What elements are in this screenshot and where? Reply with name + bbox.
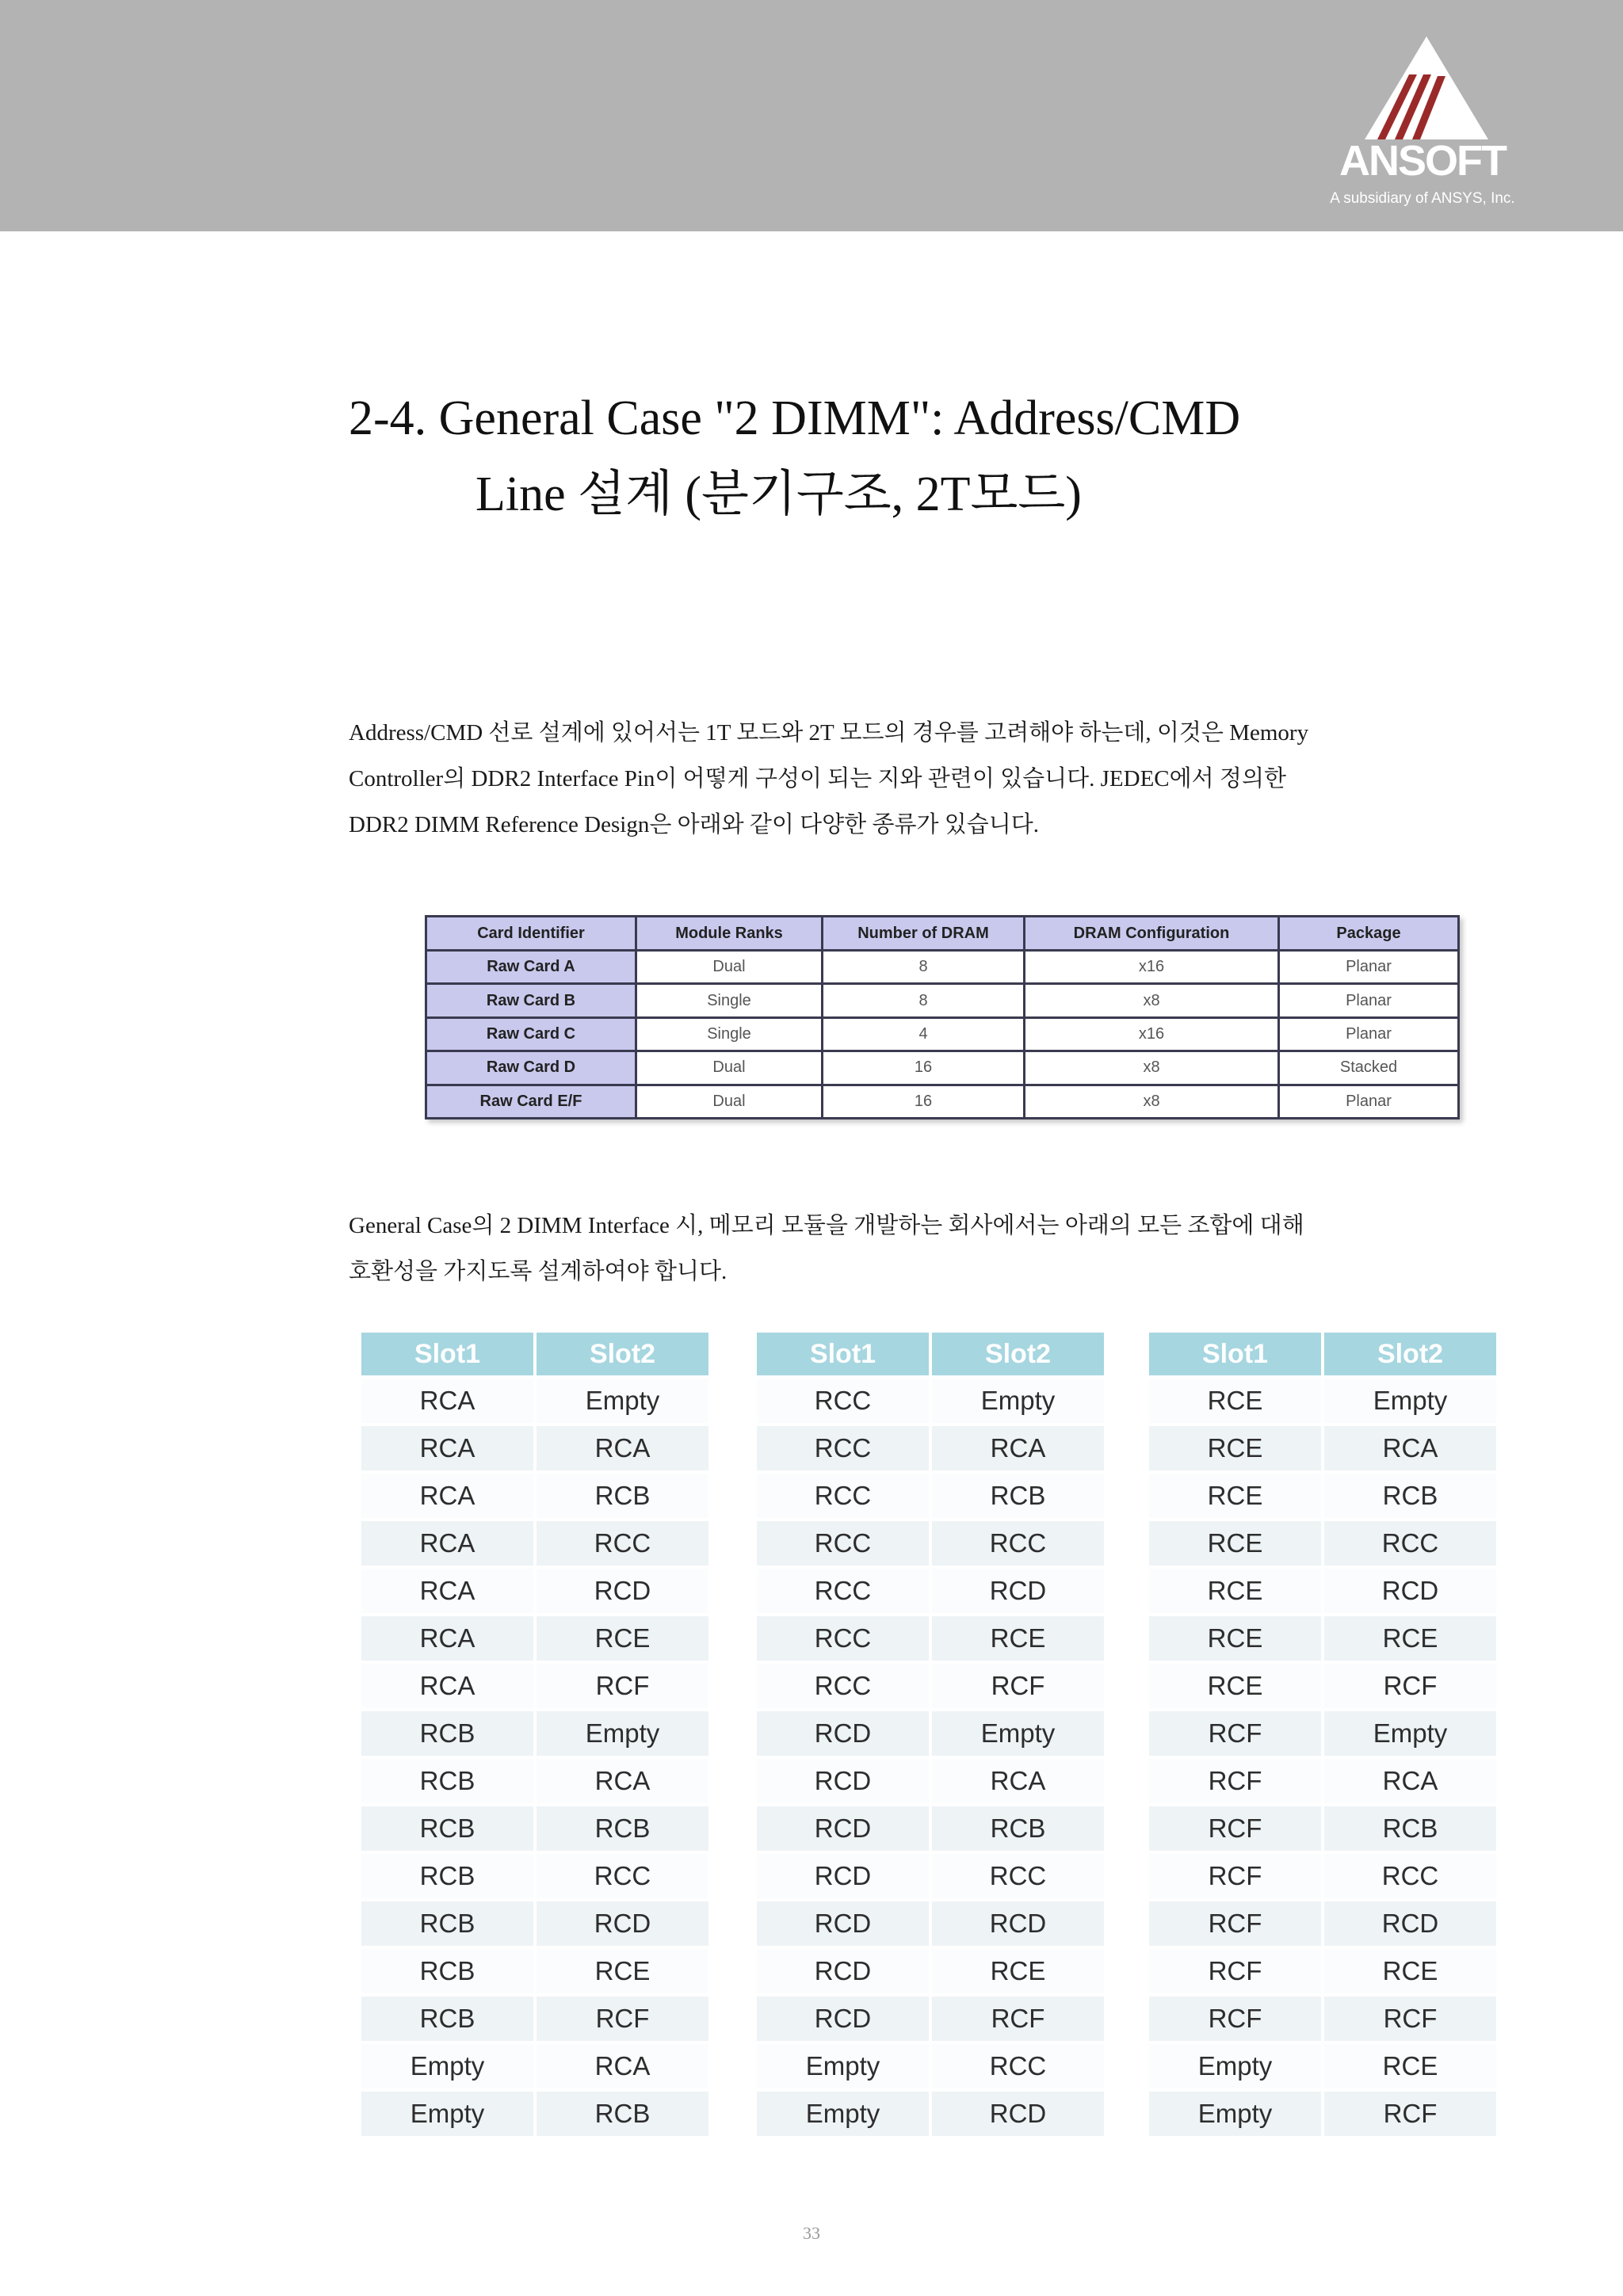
package: Planar <box>1279 1017 1459 1051</box>
slot-combination-table-2 <box>754 1329 1107 2139</box>
slot1-value: RCE <box>1149 1569 1321 1613</box>
slot1-value: RCD <box>757 1854 929 1898</box>
slot2-value: RCA <box>537 2044 708 2088</box>
table-row <box>757 1997 1104 2041</box>
slot2-value: RCF <box>537 1664 708 1708</box>
slot2-value: Empty <box>932 1711 1104 1756</box>
table-row <box>1149 2044 1496 2088</box>
header-slot1: Slot1 <box>757 1333 929 1375</box>
module-ranks: Dual <box>636 951 823 984</box>
table-row <box>1149 1711 1496 1756</box>
table-row <box>1149 1949 1496 1993</box>
table-row <box>757 1521 1104 1566</box>
table-row <box>361 2092 708 2136</box>
slot1-value: RCA <box>361 1426 533 1470</box>
slot2-value: RCB <box>932 1474 1104 1518</box>
table-row <box>1149 1759 1496 1803</box>
slot2-value: RCD <box>932 2092 1104 2136</box>
module-ranks: Dual <box>636 1051 823 1085</box>
slot1-value: RCC <box>757 1569 929 1613</box>
slot-combination-table-3 <box>1146 1329 1499 2139</box>
table-row <box>361 1474 708 1518</box>
table-row <box>361 1664 708 1708</box>
slot1-value: RCD <box>757 1949 929 1993</box>
slot2-value: RCC <box>537 1854 708 1898</box>
number-of-dram: 16 <box>823 1085 1025 1118</box>
combination-line-2: 호환성을 가지도록 설계하여야 합니다. <box>349 1259 727 1284</box>
slot2-value: RCC <box>1324 1521 1496 1566</box>
slot2-value: RCE <box>537 1949 708 1993</box>
triangle-logo-icon <box>1316 32 1529 143</box>
slot1-value: RCC <box>757 1379 929 1423</box>
slot2-value: RCF <box>932 1664 1104 1708</box>
slot1-value: RCB <box>361 1759 533 1803</box>
slot1-value: RCE <box>1149 1426 1321 1470</box>
header-card-identifier: Card Identifier <box>426 917 636 951</box>
page-title <box>349 380 1240 532</box>
slot2-value: Empty <box>1324 1379 1496 1423</box>
package: Stacked <box>1279 1051 1459 1085</box>
slot1-value: Empty <box>1149 2092 1321 2136</box>
table-row <box>1149 1997 1496 2041</box>
slot2-value: RCA <box>1324 1426 1496 1470</box>
slot1-value: RCA <box>361 1664 533 1708</box>
combination-line-1: General Case의 2 DIMM Interface 시, 메모리 모듈을 개발하는 회사에서는 아래의 모든 조합에 대해 <box>349 1213 1304 1238</box>
slot1-value: Empty <box>361 2044 533 2088</box>
slot1-value: RCA <box>361 1569 533 1613</box>
table-row <box>757 1949 1104 1993</box>
slot2-value: RCF <box>1324 1664 1496 1708</box>
slot2-value: RCD <box>537 1901 708 1946</box>
table-row <box>361 1997 708 2041</box>
slot1-value: RCA <box>361 1474 533 1518</box>
header-module-ranks: Module Ranks <box>636 917 823 951</box>
slot1-value: RCE <box>1149 1379 1321 1423</box>
slot1-value: RCD <box>757 1901 929 1946</box>
slot2-value: RCA <box>932 1426 1104 1470</box>
logo-subtitle: A subsidiary of ANSYS, Inc. <box>1330 190 1515 207</box>
module-ranks: Dual <box>636 1085 823 1118</box>
slot2-value: RCD <box>1324 1569 1496 1613</box>
slot1-value: RCD <box>757 1711 929 1756</box>
table-row <box>757 1426 1104 1470</box>
slot2-value: RCE <box>1324 1949 1496 1993</box>
package: Planar <box>1279 984 1459 1017</box>
card-identifier: Raw Card B <box>426 984 636 1017</box>
slot2-value: RCB <box>1324 1806 1496 1851</box>
header-dram-configuration: DRAM Configuration <box>1025 917 1279 951</box>
table-row <box>426 984 1459 1017</box>
table-row <box>1149 1426 1496 1470</box>
intro-paragraph <box>349 710 1482 848</box>
slot2-value: RCF <box>1324 2092 1496 2136</box>
package: Planar <box>1279 951 1459 984</box>
slot2-value: RCA <box>932 1759 1104 1803</box>
number-of-dram: 8 <box>823 951 1025 984</box>
dimm-reference-design-table <box>425 915 1460 1119</box>
slot2-value: RCB <box>1324 1474 1496 1518</box>
table-row <box>757 1664 1104 1708</box>
table-row <box>361 1521 708 1566</box>
header-band <box>0 0 1623 231</box>
module-ranks: Single <box>636 1017 823 1051</box>
slot-header-row <box>361 1333 708 1375</box>
slot1-value: RCC <box>757 1474 929 1518</box>
card-identifier: Raw Card C <box>426 1017 636 1051</box>
slot1-value: RCE <box>1149 1474 1321 1518</box>
header-slot2: Slot2 <box>537 1333 708 1375</box>
slot1-value: RCE <box>1149 1664 1321 1708</box>
table-row <box>757 1569 1104 1613</box>
slot2-value: RCB <box>537 1806 708 1851</box>
dram-configuration: x8 <box>1025 1085 1279 1118</box>
slot2-value: RCA <box>537 1426 708 1470</box>
table-row <box>361 1616 708 1661</box>
slot1-value: Empty <box>361 2092 533 2136</box>
intro-line-1: Address/CMD 선로 설계에 있어서는 1T 모드와 2T 모드의 경우를 고려해야 하는데, 이것은 Memory <box>349 720 1309 746</box>
table-row <box>757 1379 1104 1423</box>
table-row <box>361 1379 708 1423</box>
slot1-value: RCB <box>361 1901 533 1946</box>
table-row <box>426 1085 1459 1118</box>
slot-header-row <box>757 1333 1104 1375</box>
module-ranks: Single <box>636 984 823 1017</box>
card-identifier: Raw Card E/F <box>426 1085 636 1118</box>
table-row <box>361 1711 708 1756</box>
slot2-value: RCE <box>1324 2044 1496 2088</box>
table-row <box>426 951 1459 984</box>
slot1-value: RCF <box>1149 1711 1321 1756</box>
page-number: 33 <box>803 2223 820 2243</box>
table-row <box>361 1901 708 1946</box>
slot1-value: RCC <box>757 1426 929 1470</box>
header-slot2: Slot2 <box>1324 1333 1496 1375</box>
table-row <box>361 2044 708 2088</box>
table-row <box>1149 1569 1496 1613</box>
slot1-value: Empty <box>757 2044 929 2088</box>
table-row <box>1149 1806 1496 1851</box>
slot1-value: RCA <box>361 1379 533 1423</box>
table-row <box>426 1051 1459 1085</box>
slot1-value: RCB <box>361 1949 533 1993</box>
slot2-value: RCF <box>932 1997 1104 2041</box>
slot1-value: RCF <box>1149 1901 1321 1946</box>
table-row <box>757 1616 1104 1661</box>
table-row <box>757 2092 1104 2136</box>
slot1-value: RCF <box>1149 1949 1321 1993</box>
table-row <box>1149 2092 1496 2136</box>
slot1-value: RCF <box>1149 1997 1321 2041</box>
dram-configuration: x16 <box>1025 1017 1279 1051</box>
header-slot2: Slot2 <box>932 1333 1104 1375</box>
table-row <box>757 2044 1104 2088</box>
slot1-value: RCB <box>361 1806 533 1851</box>
table-row <box>361 1569 708 1613</box>
slot1-value: RCC <box>757 1616 929 1661</box>
slot1-value: RCD <box>757 1759 929 1803</box>
table-row <box>361 1806 708 1851</box>
slot2-value: RCD <box>932 1569 1104 1613</box>
intro-line-3: DDR2 DIMM Reference Design은 아래와 같이 다양한 종류가 있습니다. <box>349 812 1040 837</box>
table-row <box>1149 1521 1496 1566</box>
table-row <box>1149 1664 1496 1708</box>
slot1-value: RCC <box>757 1664 929 1708</box>
slot1-value: RCB <box>361 1711 533 1756</box>
table-row <box>757 1711 1104 1756</box>
header-slot1: Slot1 <box>361 1333 533 1375</box>
slot1-value: RCF <box>1149 1759 1321 1803</box>
number-of-dram: 16 <box>823 1051 1025 1085</box>
table-row <box>361 1759 708 1803</box>
slot1-value: RCD <box>757 1997 929 2041</box>
slot2-value: Empty <box>932 1379 1104 1423</box>
slot2-value: Empty <box>1324 1711 1496 1756</box>
table-row <box>361 1426 708 1470</box>
table-row <box>757 1474 1104 1518</box>
slot-combination-table-1 <box>358 1329 712 2139</box>
header-slot1: Slot1 <box>1149 1333 1321 1375</box>
slot2-value: RCE <box>932 1949 1104 1993</box>
slot1-value: RCE <box>1149 1616 1321 1661</box>
table-row <box>361 1949 708 1993</box>
slot-header-row <box>1149 1333 1496 1375</box>
ansoft-logo <box>1316 32 1529 214</box>
table-row <box>757 1806 1104 1851</box>
table-row <box>757 1854 1104 1898</box>
number-of-dram: 4 <box>823 1017 1025 1051</box>
slot2-value: RCE <box>932 1616 1104 1661</box>
slot2-value: RCE <box>1324 1616 1496 1661</box>
slot1-value: RCE <box>1149 1521 1321 1566</box>
slot2-value: Empty <box>537 1379 708 1423</box>
title-line-2: Line 설계 (분기구조, 2T모드) <box>475 467 1082 521</box>
slot1-value: Empty <box>757 2092 929 2136</box>
title-line-1: 2-4. General Case "2 DIMM": Address/CMD <box>349 391 1241 445</box>
slot1-value: RCB <box>361 1997 533 2041</box>
slot1-value: RCF <box>1149 1854 1321 1898</box>
slot1-value: RCB <box>361 1854 533 1898</box>
slot2-value: RCB <box>537 2092 708 2136</box>
slot2-value: RCC <box>932 2044 1104 2088</box>
slot2-value: RCF <box>537 1997 708 2041</box>
slot2-value: RCB <box>932 1806 1104 1851</box>
header-package: Package <box>1279 917 1459 951</box>
slot2-value: RCC <box>932 1521 1104 1566</box>
dram-configuration: x16 <box>1025 951 1279 984</box>
table-row <box>757 1901 1104 1946</box>
dram-configuration: x8 <box>1025 984 1279 1017</box>
header-number-of-dram: Number of DRAM <box>823 917 1025 951</box>
slot2-value: RCC <box>537 1521 708 1566</box>
table-row <box>757 1759 1104 1803</box>
table-row <box>1149 1379 1496 1423</box>
table-row <box>361 1854 708 1898</box>
slot2-value: RCD <box>1324 1901 1496 1946</box>
combination-paragraph <box>349 1203 1482 1295</box>
card-identifier: Raw Card A <box>426 951 636 984</box>
slot2-value: RCD <box>932 1901 1104 1946</box>
slot1-value: RCA <box>361 1521 533 1566</box>
slot2-value: RCA <box>537 1759 708 1803</box>
table-row <box>1149 1901 1496 1946</box>
slot2-value: RCD <box>537 1569 708 1613</box>
slot1-value: RCA <box>361 1616 533 1661</box>
slot2-value: RCE <box>537 1616 708 1661</box>
slot2-value: RCC <box>1324 1854 1496 1898</box>
table-header-row <box>426 917 1459 951</box>
card-identifier: Raw Card D <box>426 1051 636 1085</box>
slot2-value: RCB <box>537 1474 708 1518</box>
slot1-value: RCC <box>757 1521 929 1566</box>
table-row <box>1149 1616 1496 1661</box>
slot2-value: RCF <box>1324 1997 1496 2041</box>
table-row <box>426 1017 1459 1051</box>
package: Planar <box>1279 1085 1459 1118</box>
slot2-value: RCA <box>1324 1759 1496 1803</box>
table-row <box>1149 1854 1496 1898</box>
slot1-value: RCF <box>1149 1806 1321 1851</box>
number-of-dram: 8 <box>823 984 1025 1017</box>
table-row <box>1149 1474 1496 1518</box>
logo-wordmark: ANSOFT <box>1339 137 1506 185</box>
intro-line-2: Controller의 DDR2 Interface Pin이 어떻게 구성이 되는 지와 관련이 있습니다. JEDEC에서 정의한 <box>349 766 1286 791</box>
slot2-value: RCC <box>932 1854 1104 1898</box>
slot1-value: Empty <box>1149 2044 1321 2088</box>
dram-configuration: x8 <box>1025 1051 1279 1085</box>
slot2-value: Empty <box>537 1711 708 1756</box>
slot1-value: RCD <box>757 1806 929 1851</box>
